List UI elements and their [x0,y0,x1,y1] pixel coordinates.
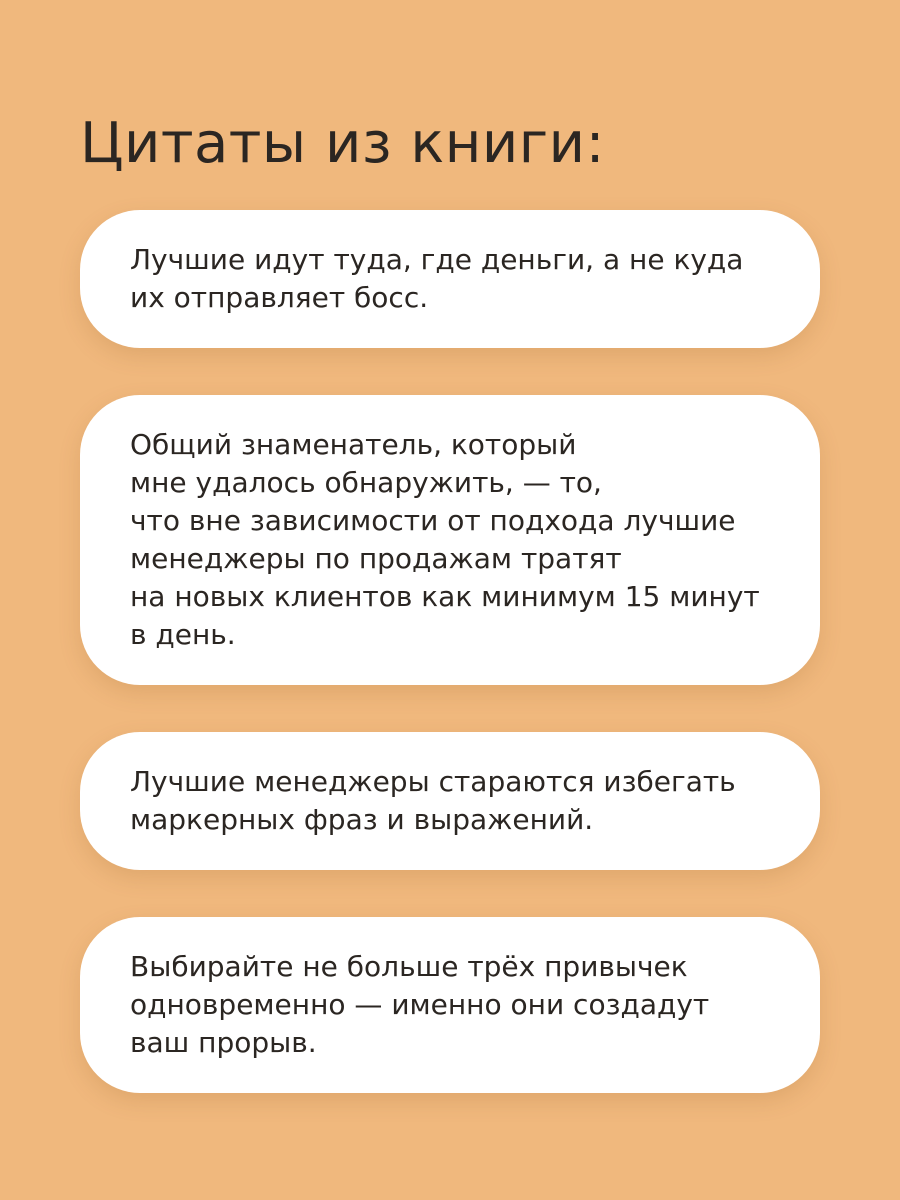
quote-line: менеджеры по продажам тратят [130,542,622,575]
quote-card-4 [80,917,820,1093]
quote-line: Общий знаменатель, который [130,428,577,461]
quote-text-4 [130,948,770,1062]
quote-line: ваш прорыв. [130,1026,317,1059]
quote-text-1 [130,241,770,317]
quote-card-1 [80,210,820,348]
quote-text-3 [130,763,770,839]
quote-line: что вне зависимости от подхода лучшие [130,504,736,537]
quote-line: Выбирайте не больше трёх привычек [130,950,688,983]
page-title: Цитаты из книги: [80,111,605,176]
quote-card-2 [80,395,820,685]
quote-line: Лучшие идут туда, где деньги, а не куда [130,243,744,276]
quote-line: маркерных фраз и выражений. [130,803,594,836]
quote-card-3 [80,732,820,870]
quote-line: в день. [130,618,236,651]
quote-line: их отправляет босс. [130,281,429,314]
quote-line: мне удалось обнаружить, — то, [130,466,602,499]
quote-line: Лучшие менеджеры стараются избегать [130,765,736,798]
quote-line: на новых клиентов как минимум 15 минут [130,580,760,613]
quote-text-2 [130,426,770,654]
quote-line: одновременно — именно они создадут [130,988,710,1021]
